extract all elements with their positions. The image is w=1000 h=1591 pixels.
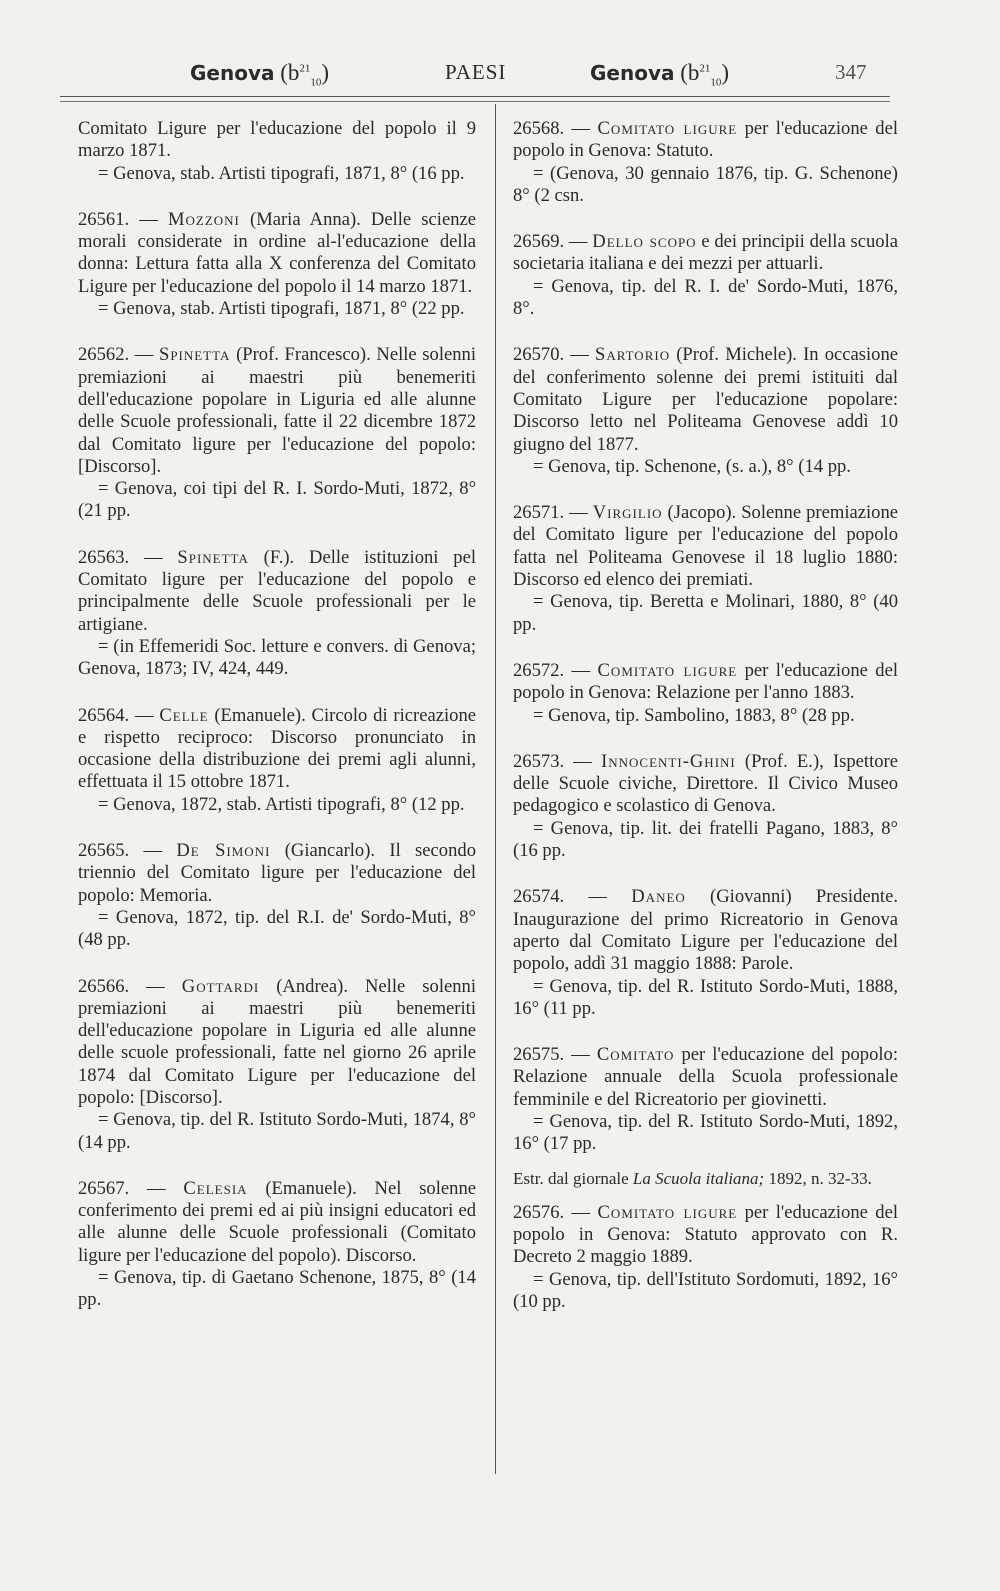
entry-title: (Emanuele). Nel solenne conferimento dei premi ed ai più insigni educatori ed alle alunne delle Scuole professionali (Comitato ligure per l'educazione del popolo). Discorso. [78,1177,476,1266]
entry-number: 26574. [513,886,565,908]
bibliography-entry [78,705,476,816]
entry-title: per l'educazione del popolo: Relazione annuale della Scuola professionale femminile e del Ricreatorio per giovinetti. [513,1044,898,1110]
entry-author: Spinetta [177,546,249,568]
entry-number: 26566. [78,975,130,997]
header-rule-thin [60,101,890,102]
entry-text: 26568. — Comitato ligure per l'educazione del popolo in Genova: Statuto. [513,118,898,162]
entry-title: (Giancarlo). Il secondo triennio del Comitato ligure per l'educazione del popolo: Memoria. [78,840,476,906]
entry-publication: = (Genova, 30 gennaio 1876, tip. G. Schenone) 8° (2 csn. [513,162,898,206]
header-rule [60,96,890,97]
entry-publication: = Genova, tip. Beretta e Molinari, 1880, 8° (40 pp. [513,591,898,635]
bibliography-entry [513,660,898,727]
entry-author: Comitato [596,1044,675,1066]
entry-author: Mozzoni [167,208,240,230]
entry-author: De Simoni [176,840,271,862]
bibliography-entry [78,118,476,185]
entry-text: 26569. — Dello scopo e dei principii della scuola societaria italiana e dei mezzi per attuarli. [513,231,898,275]
entry-number: 26568. [513,118,565,139]
entry-number: 26572. [513,659,565,681]
entry-number: 26576. [513,1201,565,1223]
entry-publication: = Genova, 1872, tip. del R.I. de' Sordo-Muti, 8° (48 pp. [78,906,476,951]
entry-publication: = Genova, stab. Artisti tipografi, 1871, 8° (22 pp. [98,298,465,320]
header-right-title: Genova $(b^{21}_{10})$ [590,60,730,89]
journal-title: La Scuola italiana; [632,1168,765,1188]
entry-text: 26571. — Virgilio (Jacopo). Solenne premiazione del Comitato ligure per l'educazione del popolo fatta nel Politeama Genovese il 18 luglio 1880: Discorso ed elenco dei premiati. [513,502,898,591]
entry-text: 26567. — Celesia (Emanuele). Nel solenne conferimento dei premi ed ai più insigni educatori ed alle alunne delle Scuole professionali (Comitato ligure per l'educazione del popolo). Discorso. [78,1177,476,1266]
header-left-title: Genova $(b^{21}_{10})$ [190,60,330,89]
entry-author: Comitato ligure [597,659,738,681]
entry-text: 26570. — Sartorio (Prof. Michele). In occasione del conferimento solenne dei premi istituiti dal Comitato Ligure per l'educazione popolare: Discorso letto nel Politeama Genovese addì 10 giugno del 1877. [513,344,898,455]
entry-title: (Emanuele). Circolo di ricreazione e rispetto reciproco: Discorso pronunciato in occasione della distribuzione dei premi agli alunni, effettuata il 15 ottobre 1871. [78,704,476,793]
entry-publication: = Genova, tip. lit. dei fratelli Pagano, 1883, 8° (16 pp. [513,817,898,862]
bibliography-entry [78,1178,476,1312]
entry-title: per l'educazione del popolo in Genova: Relazione per l'anno 1883. [513,659,898,704]
entry-author: Spinetta [158,344,231,366]
page-header [60,56,900,96]
entry-title: (Prof. Francesco). Nelle solenni premiazioni ai maestri più benemeriti dell'educazione popolare in Liguria ed alle alunne delle Scuole professionali, fatte il 22 dicembre 1872 dal Comitato ligure per l'educazione del popolo: [Discorso]. [78,344,476,477]
entry-note: Estr. dal giornale La Scuola italiana; 1892, n. 32-33. [513,1168,872,1188]
entry-publication: = Genova, stab. Artisti tipografi, 1871, 8° (16 pp. [98,162,465,184]
column-divider [495,104,496,1474]
entry-number: 26570. [513,344,565,366]
entry-text: 26573. — Innocenti-Ghini (Prof. E.), Ispettore delle Scuole civiche, Direttore. Il Civico Museo pedagogico e scolastico di Genova. [513,750,898,817]
bibliography-entry [513,344,898,478]
entry-publication: = Genova, tip. del R. Istituto Sordo-Muti, 1888, 16° (11 pp. [513,975,898,1019]
header-section: PAESI [445,60,507,84]
entry-author: Comitato ligure [597,118,738,139]
entry-title: (Maria Anna). Delle scienze morali considerate in ordine al-l'educazione della donna: Lettura fatta alla X conferenza del Comitato Ligure per l'educazione del popolo il 14 marzo 1871. [78,208,477,297]
entry-author: Celesia [183,1177,248,1199]
bibliography-entry [78,209,476,320]
entry-text: 26564. — Celle (Emanuele). Circolo di ricreazione e rispetto reciproco: Discorso pronunciato in occasione della distribuzione dei premi agli alunni, effettuata il 15 ottobre 1871. [78,704,476,793]
entry-text: 26576. — Comitato ligure per l'educazione del popolo in Genova: Statuto approvato con R. Decreto 2 maggio 1889. [513,1201,898,1268]
bibliography-entry [513,1044,898,1155]
entry-title: (Giovanni) Presidente. Inaugurazione del primo Ricreatorio in Genova aperto dal Comitato Ligure per l'educazione del popolo, addì 31 maggio 1888: Parole. [513,886,898,975]
entry-title: (Jacopo). Solenne premiazione del Comitato ligure per l'educazione del popolo fatta nel Politeama Genovese il 18 luglio 1880: Discorso ed elenco dei premiati. [513,502,898,591]
bibliography-entry [78,344,476,522]
entry-number: 26563. [78,546,130,568]
entry-author: Comitato ligure [597,1201,738,1223]
entry-publication: = Genova, tip. del R. Istituto Sordo-Muti, 1874, 8° (14 pp. [78,1109,476,1153]
entry-author: Daneo [631,886,686,908]
bibliography-entry [513,751,898,862]
entry-publication: = Genova, tip. del R. Istituto Sordo-Muti, 1892, 16° (17 pp. [513,1110,898,1155]
entry-number: 26567. [78,1177,130,1199]
entry-publication: = Genova, tip. Sambolino, 1883, 8° (28 pp. [533,704,855,726]
entry-author: Celle [159,704,209,726]
bibliography-entry [78,547,476,681]
entry-number: 26571. [513,502,565,524]
entry-author: Sartorio [594,344,671,366]
entry-title: (Andrea). Nelle solenni premiazioni ai maestri più benemeriti dell'educazione popolare in Liguria ed alle alunne delle scuole professionali, fatte nel giorno 26 aprile 1874 dal Comitato Ligure per l'educazione del popolo: [Discorso]. [78,975,476,1108]
entry-publication: = Genova, tip. dell'Istituto Sordomuti, 1892, 16° (10 pp. [513,1268,898,1313]
bibliography-entry [78,976,476,1154]
entry-number: 26573. [513,750,565,772]
entry-publication: = Genova, 1872, stab. Artisti tipografi, 8° (12 pp. [98,793,465,815]
entry-text: 26566. — Gottardi (Andrea). Nelle solenni premiazioni ai maestri più benemeriti dell'educazione popolare in Liguria ed alle alunne delle scuole professionali, fatte nel giorno 26 aprile 1874 dal Comitato Ligure per l'educazione del popolo: [Discorso]. [78,975,476,1108]
entry-publication: = Genova, tip. del R. I. de' Sordo-Muti, 1876, 8°. [513,275,898,320]
entry-author: Dello scopo [592,231,697,253]
entry-title: per l'educazione del popolo in Genova: Statuto. [513,118,898,162]
right-column [513,118,898,1337]
bibliography-entry [78,840,476,951]
entry-publication: = Genova, tip. di Gaetano Schenone, 1875, 8° (14 pp. [78,1267,476,1311]
page-number: 347 [835,60,867,84]
entry-number: 26575. [513,1044,565,1066]
entry-publication: = Genova, tip. Schenone, (s. a.), 8° (14 pp. [533,455,851,477]
entry-number: 26569. [513,231,565,253]
entry-text: Comitato Ligure per l'educazione del popolo il 9 marzo 1871. [78,118,476,162]
entry-author: Innocenti-Ghini [601,750,736,772]
entry-author: Virgilio [592,502,663,524]
entry-number: 26564. [78,704,130,726]
entry-text: 26562. — Spinetta (Prof. Francesco). Nelle solenni premiazioni ai maestri più benemeriti dell'educazione popolare in Liguria ed alle alunne delle Scuole professionali, fatte il 22 dicembre 1872 dal Comitato ligure per l'educazione del popolo: [Discorso]. [78,344,476,477]
entry-publication: = (in Effemeridi Soc. letture e convers. di Genova; Genova, 1873; IV, 424, 449. [78,635,476,680]
entry-number: 26565. [78,840,130,862]
bibliography-entry [513,502,898,636]
entry-title: e dei principii della scuola societaria italiana e dei mezzi per attuarli. [513,231,898,275]
entry-number: 26561. [78,208,130,230]
entry-text: 26574. — Daneo (Giovanni) Presidente. Inaugurazione del primo Ricreatorio in Genova aperto dal Comitato Ligure per l'educazione del popolo, addì 31 maggio 1888: Parole. [513,886,898,975]
entry-text: 26575. — Comitato per l'educazione del popolo: Relazione annuale della Scuola professionale femminile e del Ricreatorio per giovinetti. [513,1044,898,1110]
entry-text: 26563. — Spinetta (F.). Delle istituzioni pel Comitato ligure per l'educazione del popolo e principalmente delle Scuole professionali per le artigiane. [78,546,477,635]
entry-title: per l'educazione del popolo in Genova: Statuto approvato con R. Decreto 2 maggio 1889. [513,1201,898,1268]
entry-text: 26572. — Comitato ligure per l'educazione del popolo in Genova: Relazione per l'anno 1883. [513,659,898,704]
entry-author: Gottardi [181,975,260,997]
bibliography-entry [513,1202,898,1313]
bibliography-entry [513,231,898,320]
entry-title: (F.). Delle istituzioni pel Comitato ligure per l'educazione del popolo e principalmente delle Scuole professionali per le artigiane. [78,546,477,635]
left-column [78,118,476,1336]
bibliography-entry [513,118,898,207]
entry-text: 26561. — Mozzoni (Maria Anna). Delle scienze morali considerate in ordine al-l'educazione della donna: Lettura fatta alla X conferenza del Comitato Ligure per l'educazione del popolo il 14 marzo 1871. [78,208,477,297]
bibliography-entry [513,886,898,1020]
entry-title: (Prof. Michele). In occasione del conferimento solenne dei premi istituiti dal Comitato Ligure per l'educazione popolare: Discorso letto nel Politeama Genovese addì 10 giugno del 1877. [513,344,898,455]
entry-text: 26565. — De Simoni (Giancarlo). Il secondo triennio del Comitato ligure per l'educazione del popolo: Memoria. [78,840,476,906]
entry-number: 26562. [78,344,130,366]
entry-publication: = Genova, coi tipi del R. I. Sordo-Muti, 1872, 8° (21 pp. [78,478,476,522]
entry-title: (Prof. E.), Ispettore delle Scuole civiche, Direttore. Il Civico Museo pedagogico e scolastico di Genova. [513,750,898,817]
